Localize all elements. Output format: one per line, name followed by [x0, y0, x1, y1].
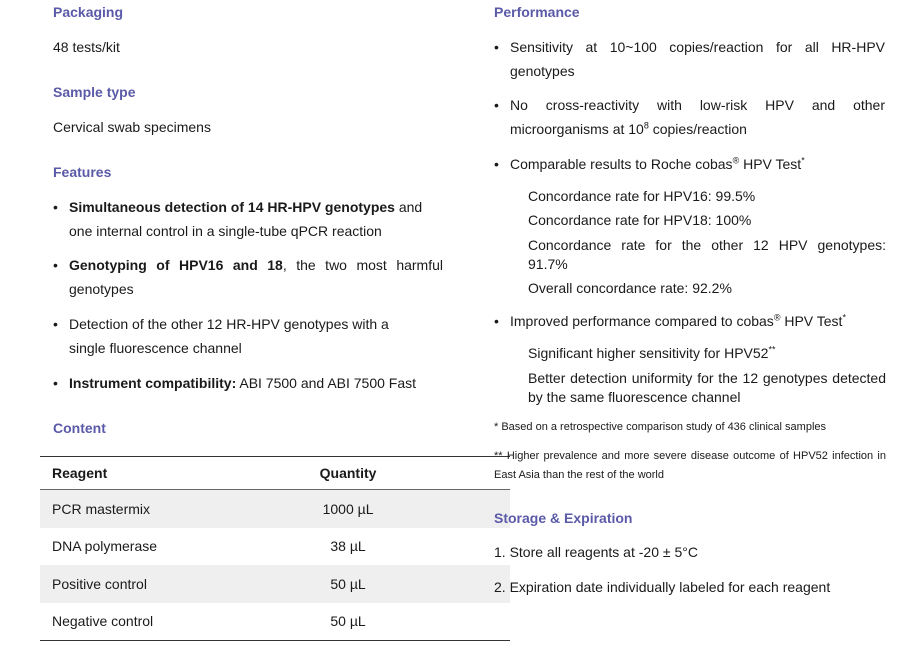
concordance-line: Concordance rate for HPV18: 100% [528, 212, 752, 228]
performance-text-line2-end: copies/reaction [648, 121, 747, 137]
packaging-text: 48 tests/kit [53, 39, 120, 55]
feature-text-line2: single fluorescence channel [69, 340, 242, 356]
performance-text: Improved performance compared to cobas [510, 313, 774, 329]
performance-item [494, 93, 886, 141]
performance-heading: Performance [494, 4, 580, 20]
reagent-cell: PCR mastermix [40, 490, 261, 528]
reagent-cell: Negative control [52, 613, 154, 630]
performance-text-end: HPV Test [739, 156, 802, 172]
table-row [40, 528, 510, 566]
feature-item [53, 253, 443, 301]
quantity-cell: 1000 µL [261, 490, 510, 528]
table-row [40, 603, 510, 641]
improved-text: Significant higher sensitivity for HPV52 [528, 345, 769, 361]
packaging-heading: Packaging [53, 4, 124, 20]
feature-text: and [394, 199, 423, 215]
footnote: ** Higher prevalence and more severe disease outcome of HPV52 infection in East Asia than the rest of the world [494, 450, 886, 481]
bullet-dot: • [494, 156, 499, 172]
footnote-mark: ** [768, 344, 776, 355]
footnote-mark: * [801, 155, 805, 166]
footnote-mark: * [842, 312, 846, 323]
performance-item [494, 152, 886, 176]
reagent-cell: DNA polymerase [52, 538, 158, 555]
bullet-dot: • [494, 97, 499, 113]
storage-item: 2. Expiration date individually labeled for each reagent [494, 579, 831, 595]
feature-item [53, 371, 443, 395]
sample-type-heading: Sample type [53, 84, 136, 100]
feature-bold: Genotyping of HPV16 and 18 [69, 257, 283, 273]
storage-heading: Storage & Expiration [494, 510, 633, 526]
performance-text-end: HPV Test [780, 313, 843, 329]
feature-item [53, 195, 443, 243]
feature-item [53, 312, 443, 360]
bullet-dot: • [53, 375, 58, 391]
concordance-line: Overall concordance rate: 92.2% [528, 280, 732, 296]
performance-text: Comparable results to Roche cobas [510, 156, 733, 172]
performance-text-line2: microorganisms at 10 [510, 121, 644, 137]
performance-text-line2: genotypes [510, 63, 575, 79]
registered-mark: ® [732, 155, 740, 166]
performance-text: No cross-reactivity with low-risk HPV and other [510, 97, 885, 113]
feature-text-line2: one internal control in a single-tube qPCR reaction [69, 223, 382, 239]
column-header-reagent: Reagent [52, 465, 108, 481]
feature-text: , the two most harmful [282, 257, 443, 273]
column-header-quantity: Quantity [319, 465, 377, 481]
quantity-cell: 38 µL [330, 538, 366, 555]
performance-text: Sensitivity at 10~100 copies/reaction for all HR-HPV [510, 39, 885, 55]
feature-bold: Instrument compatibility: [69, 375, 237, 391]
feature-bold: Simultaneous detection of 14 HR-HPV genotypes [69, 199, 395, 215]
feature-text: ABI 7500 and ABI 7500 Fast [236, 375, 417, 391]
bullet-dot: • [53, 316, 58, 332]
concordance-line: Concordance rate for the other 12 HPV genotypes: 91.7% [528, 237, 886, 272]
content-table [40, 456, 510, 641]
improved-line: Better detection uniformity for the 12 genotypes detected by the same fluorescence channel [528, 370, 886, 405]
storage-item: 1. Store all reagents at -20 ± 5°C [494, 544, 698, 560]
improved-line [528, 344, 886, 363]
bullet-dot: • [53, 199, 58, 215]
superscript: 8 [643, 120, 649, 131]
performance-item [494, 309, 886, 333]
footnote: * Based on a retrospective comparison study of 436 clinical samples [494, 421, 827, 433]
bullet-dot: • [53, 257, 58, 273]
bullet-dot: • [494, 313, 499, 329]
quantity-cell: 50 µL [261, 565, 510, 603]
feature-text: Detection of the other 12 HR-HPV genotypes with a [69, 316, 389, 332]
concordance-line: Concordance rate for HPV16: 99.5% [528, 188, 756, 204]
registered-mark: ® [773, 312, 781, 323]
quantity-cell: 50 µL [330, 613, 366, 630]
feature-text-line2: genotypes [69, 281, 134, 297]
features-heading: Features [53, 164, 112, 180]
table-row [40, 565, 510, 603]
performance-item [494, 35, 886, 83]
table-row [40, 490, 510, 528]
content-heading: Content [53, 420, 106, 436]
reagent-cell: Positive control [40, 565, 261, 603]
sample-type-text: Cervical swab specimens [53, 119, 211, 135]
bullet-dot: • [494, 39, 499, 55]
table-header-row [40, 457, 510, 490]
